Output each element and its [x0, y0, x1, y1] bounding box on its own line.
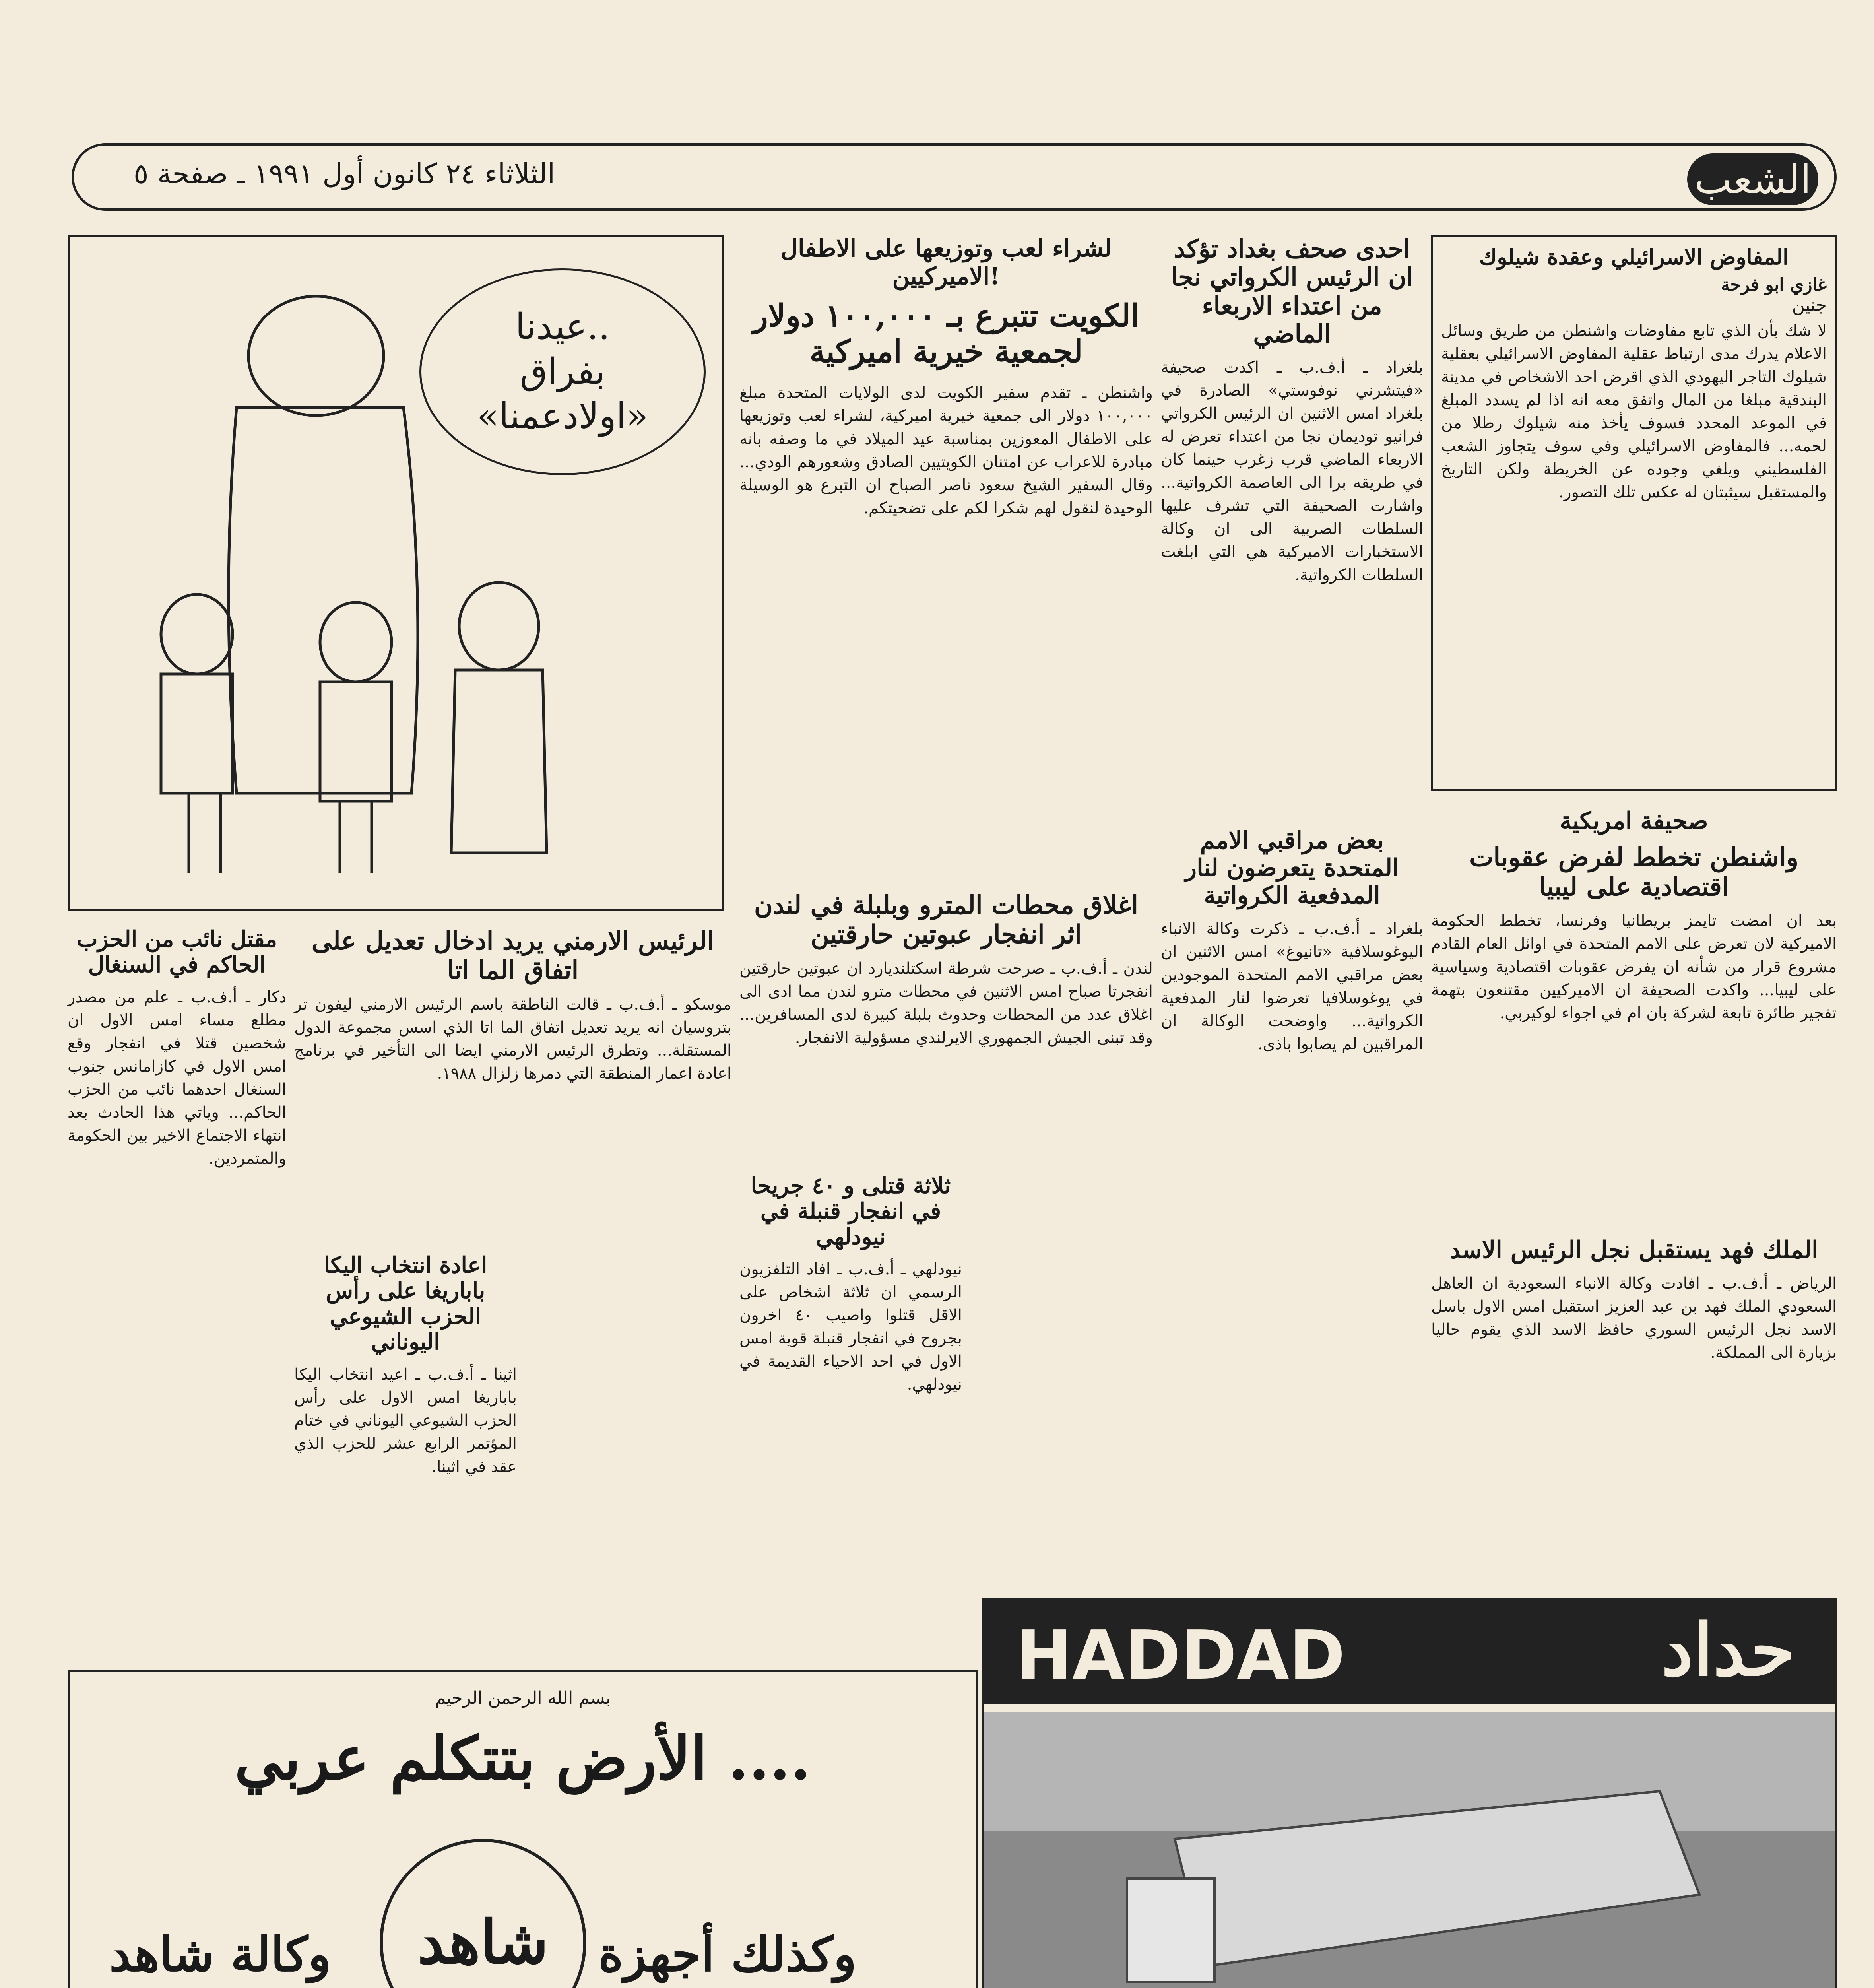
article-kuwait [739, 235, 1153, 871]
newspaper-logo: الشعب [1687, 153, 1818, 205]
article-kicker: لشراء لعب وتوزيعها على الاطفال الاميركيين! [780, 235, 1112, 290]
article-title: الملك فهد يستقبل نجل الرئيس الاسد [1449, 1236, 1818, 1264]
article-title: واشنطن تخطط لفرض عقوبات اقتصادية على ليبيا [1469, 843, 1798, 902]
factory-icon [984, 1712, 1835, 1988]
article-body: بعد ان امضت تايمز بريطانيا وفرنسا، تخطط الحكومة الاميركية لان تعرض على الامم المتحدة في اوائل العام القادم مشروع قرار من شأنه ان يفرض عقوبات اقتصادية وسياسية على ليبيا... واكدت الصحيفة ان الاميركيين مقتنعون بتهمة تفجير طائرة تابعة لشركة بان ام في اجواء لوكيربي. [1431, 912, 1837, 1023]
speech-line: بفراق [520, 350, 605, 392]
speech-line: «اولادعمنا» [477, 395, 648, 437]
ad-shahed [68, 1670, 978, 1988]
article-title: احدى صحف بغداد تؤكد ان الرئيس الكرواتي نجا من اعتداء الاربعاء الماضي [1171, 234, 1413, 348]
article-title: المفاوض الاسرائيلي وعقدة شيلوك [1479, 244, 1789, 270]
article-title: اعادة انتخاب اليكا باباريغا على رأس الحزب الشيوعي اليوناني [324, 1252, 487, 1355]
haddad-arabic: حداد [1661, 1608, 1795, 1692]
ad-agency: وكالة شاهد [109, 1926, 331, 1982]
article-author: غازي ابو فرحة [1721, 275, 1827, 295]
ad-headline: الأرض بتتكلم عربي .... [234, 1724, 811, 1794]
ad-basmala: بسم الله الرحمن الرحيم [435, 1688, 611, 1708]
article-armenia [294, 926, 731, 1244]
article-nigeria [739, 1173, 962, 1590]
article-title: بعض مراقبي الامم المتحدة يتعرضون لنار المدفعية الكرواتية [1185, 827, 1399, 909]
ad-sub: وكذلك أجهزة [598, 1926, 857, 1982]
article-body: بلغراد ـ أ.ف.ب ـ اكدت صحيفة «فيتشرني نوفوستي» الصادرة في بلغراد امس الاثنين ان الرئيس الكرواتي فرانيو توديمان نجا من اعتداء تعرض له الاربعاء الماضي قرب زغرب حينما كان في طريقه برا الى العاصمة الكرواتية... واشارت الصحيفة التي تشرف عليها السلطات الصربية الى ان وكالة الاستخبارات الاميركية هي التي ابلغت السلطات الكرواتية. [1161, 358, 1423, 584]
ad-haddad [982, 1598, 1837, 1988]
article-newspapers [1161, 235, 1423, 811]
article-shylock [1431, 235, 1837, 791]
article-body: لندن ـ أ.ف.ب ـ صرحت شرطة اسكتلنديارد ان عبوتين حارقتين انفجرتا صباح امس الاثنين في محطات مترو لندن مما ادى الى اغلاق عدد من المحطات وحدوث بلبلة كبيرة لدى المسافرين... وقد تبنى الجيش الجمهوري الايرلندي مسؤولية الانفجار. [739, 959, 1153, 1047]
article-body: لا شك بأن الذي تابع مفاوضات واشنطن من طريق وسائل الاعلام يدرك مدى ارتباط عقلية المفاوض الاسرائيلي بعقلية شيلوك التاجر اليهودي الذي اقرض احد الاشخاص في مدينة البندقية مبلغا من المال واتفق معه انه اذا لم يسدد المبلغ في الموعد المحدد فسوف يأخذ منه شيلوك رطلا من لحمه... فالمفاوض الاسرائيلي وفي سوف يتجاوز الشعب الفلسطيني ويلغي وجوده عن الخريطة ولكن التاريخ والمستقبل سيثبتان له عكس تلك التصور. [1441, 322, 1827, 502]
article-title: الكويت تتبرع بـ ١٠٠,٠٠٠ دولار لجمعية خيرية اميركية [753, 298, 1139, 370]
article-libya [1431, 807, 1837, 1225]
haddad-latin: HADDAD [1016, 1616, 1345, 1695]
article-body: واشنطن ـ تقدم سفير الكويت لدى الولايات المتحدة مبلغ ١٠٠,٠٠٠ دولار الى جمعية خيرية اميركية، لشراء لعب وتوزيعها على الاطفال المعوزين بمناسبة عيد الميلاد في ما وصفه بانه مبادرة للاعراب عن امتنان الكويتيين الصادق وشعورهم الودي... وقال السفير الشيخ سعود ناصر الصباح ان التبرع هو الوسيلة الوحيدة لنقول لهم شكرا لكم على تضحيتكم. [739, 384, 1153, 518]
issue-date: الثلاثاء ٢٤ كانون أول ١٩٩١ ـ صفحة ٥ [134, 157, 555, 190]
page-header [72, 143, 1837, 211]
shahed-logo [380, 1839, 586, 1988]
article-title: اغلاق محطات المترو وبلبلة في لندن اثر انفجار عبوتين حارقتين [754, 890, 1139, 949]
article-metro [739, 891, 1153, 1161]
cartoon-figures-icon [70, 237, 722, 909]
factory-photo [984, 1712, 1835, 1988]
article-senegal [68, 926, 286, 1602]
article-body: الرياض ـ أ.ف.ب ـ افادت وكالة الانباء السعودية ان العاهل السعودي الملك فهد بن عبد العزيز استقبل امس الاول باسل الاسد نجل الرئيس السوري حافظ الاسد الذي يقوم حاليا بزيارة الى المملكة. [1431, 1274, 1837, 1362]
cartoon [68, 235, 724, 911]
article-body: بلغراد ـ أ.ف.ب ـ ذكرت وكالة الانباء اليوغوسلافية «تانيوغ» امس الاثنين ان بعض مراقبي الامم المتحدة الموجودين في يوغوسلافيا تعرضوا لنار المدفعية الكرواتية... واوضحت الوكالة ان المراقبين لم يصابوا باذى. [1161, 920, 1423, 1053]
haddad-banner [984, 1600, 1835, 1704]
article-monitors [1161, 827, 1423, 1582]
article-assad [1431, 1237, 1837, 1586]
article-body: دكار ـ أ.ف.ب ـ علم من مصدر مطلع مساء امس الاول ان شخصين قتلا في انفجار وقع امس الاول في كازامانس جنوب السنغال احدهما نائب من الحزب الحاكم... وياتي هذا الحادث بعد انتهاء الاجتماع الاخير بين الحكومة والمتمردين. [68, 988, 286, 1168]
article-title: ثلاثة قتلى و ٤٠ جريحا في انفجار قنبلة في نيودلهي [751, 1173, 951, 1250]
article-greece [294, 1252, 517, 1590]
article-body: نيودلهي ـ أ.ف.ب ـ افاد التلفزيون الرسمي ان ثلاثة اشخاص على الاقل قتلوا واصيب ٤٠ اخرون بجروح في انفجار قنبلة قوية امس الاول في احد الاحياء القديمة في نيودلهي. [739, 1260, 962, 1394]
speech-line: عيدنا.. [515, 306, 610, 348]
article-title: الرئيس الارمني يريد ادخال تعديل على اتفاق الما اتا [311, 926, 714, 985]
article-title: مقتل نائب من الحزب الحاكم في السنغال [76, 926, 277, 978]
article-body: اثينا ـ أ.ف.ب ـ اعيد انتخاب اليكا باباريغا امس الاول على رأس الحزب الشيوعي اليوناني في ختام المؤتمر الرابع عشر للحزب الذي عقد في اثينا. [294, 1365, 517, 1476]
article-body: موسكو ـ أ.ف.ب ـ قالت الناطقة باسم الرئيس الارمني ليفون تر بتروسيان انه يريد تعديل اتفاق الما اتا الذي اسس مجموعة الدول المستقلة... وتطرق الرئيس الارمني ايضا الى التأخير في برنامج اعادة اعمار المنطقة التي دمرها زلزال ١٩٨٨. [294, 995, 731, 1083]
article-kicker: صحيفة امريكية [1560, 807, 1708, 835]
article-place: جنين [1792, 295, 1827, 316]
shahed-logo-text: شاهد [417, 1907, 549, 1977]
